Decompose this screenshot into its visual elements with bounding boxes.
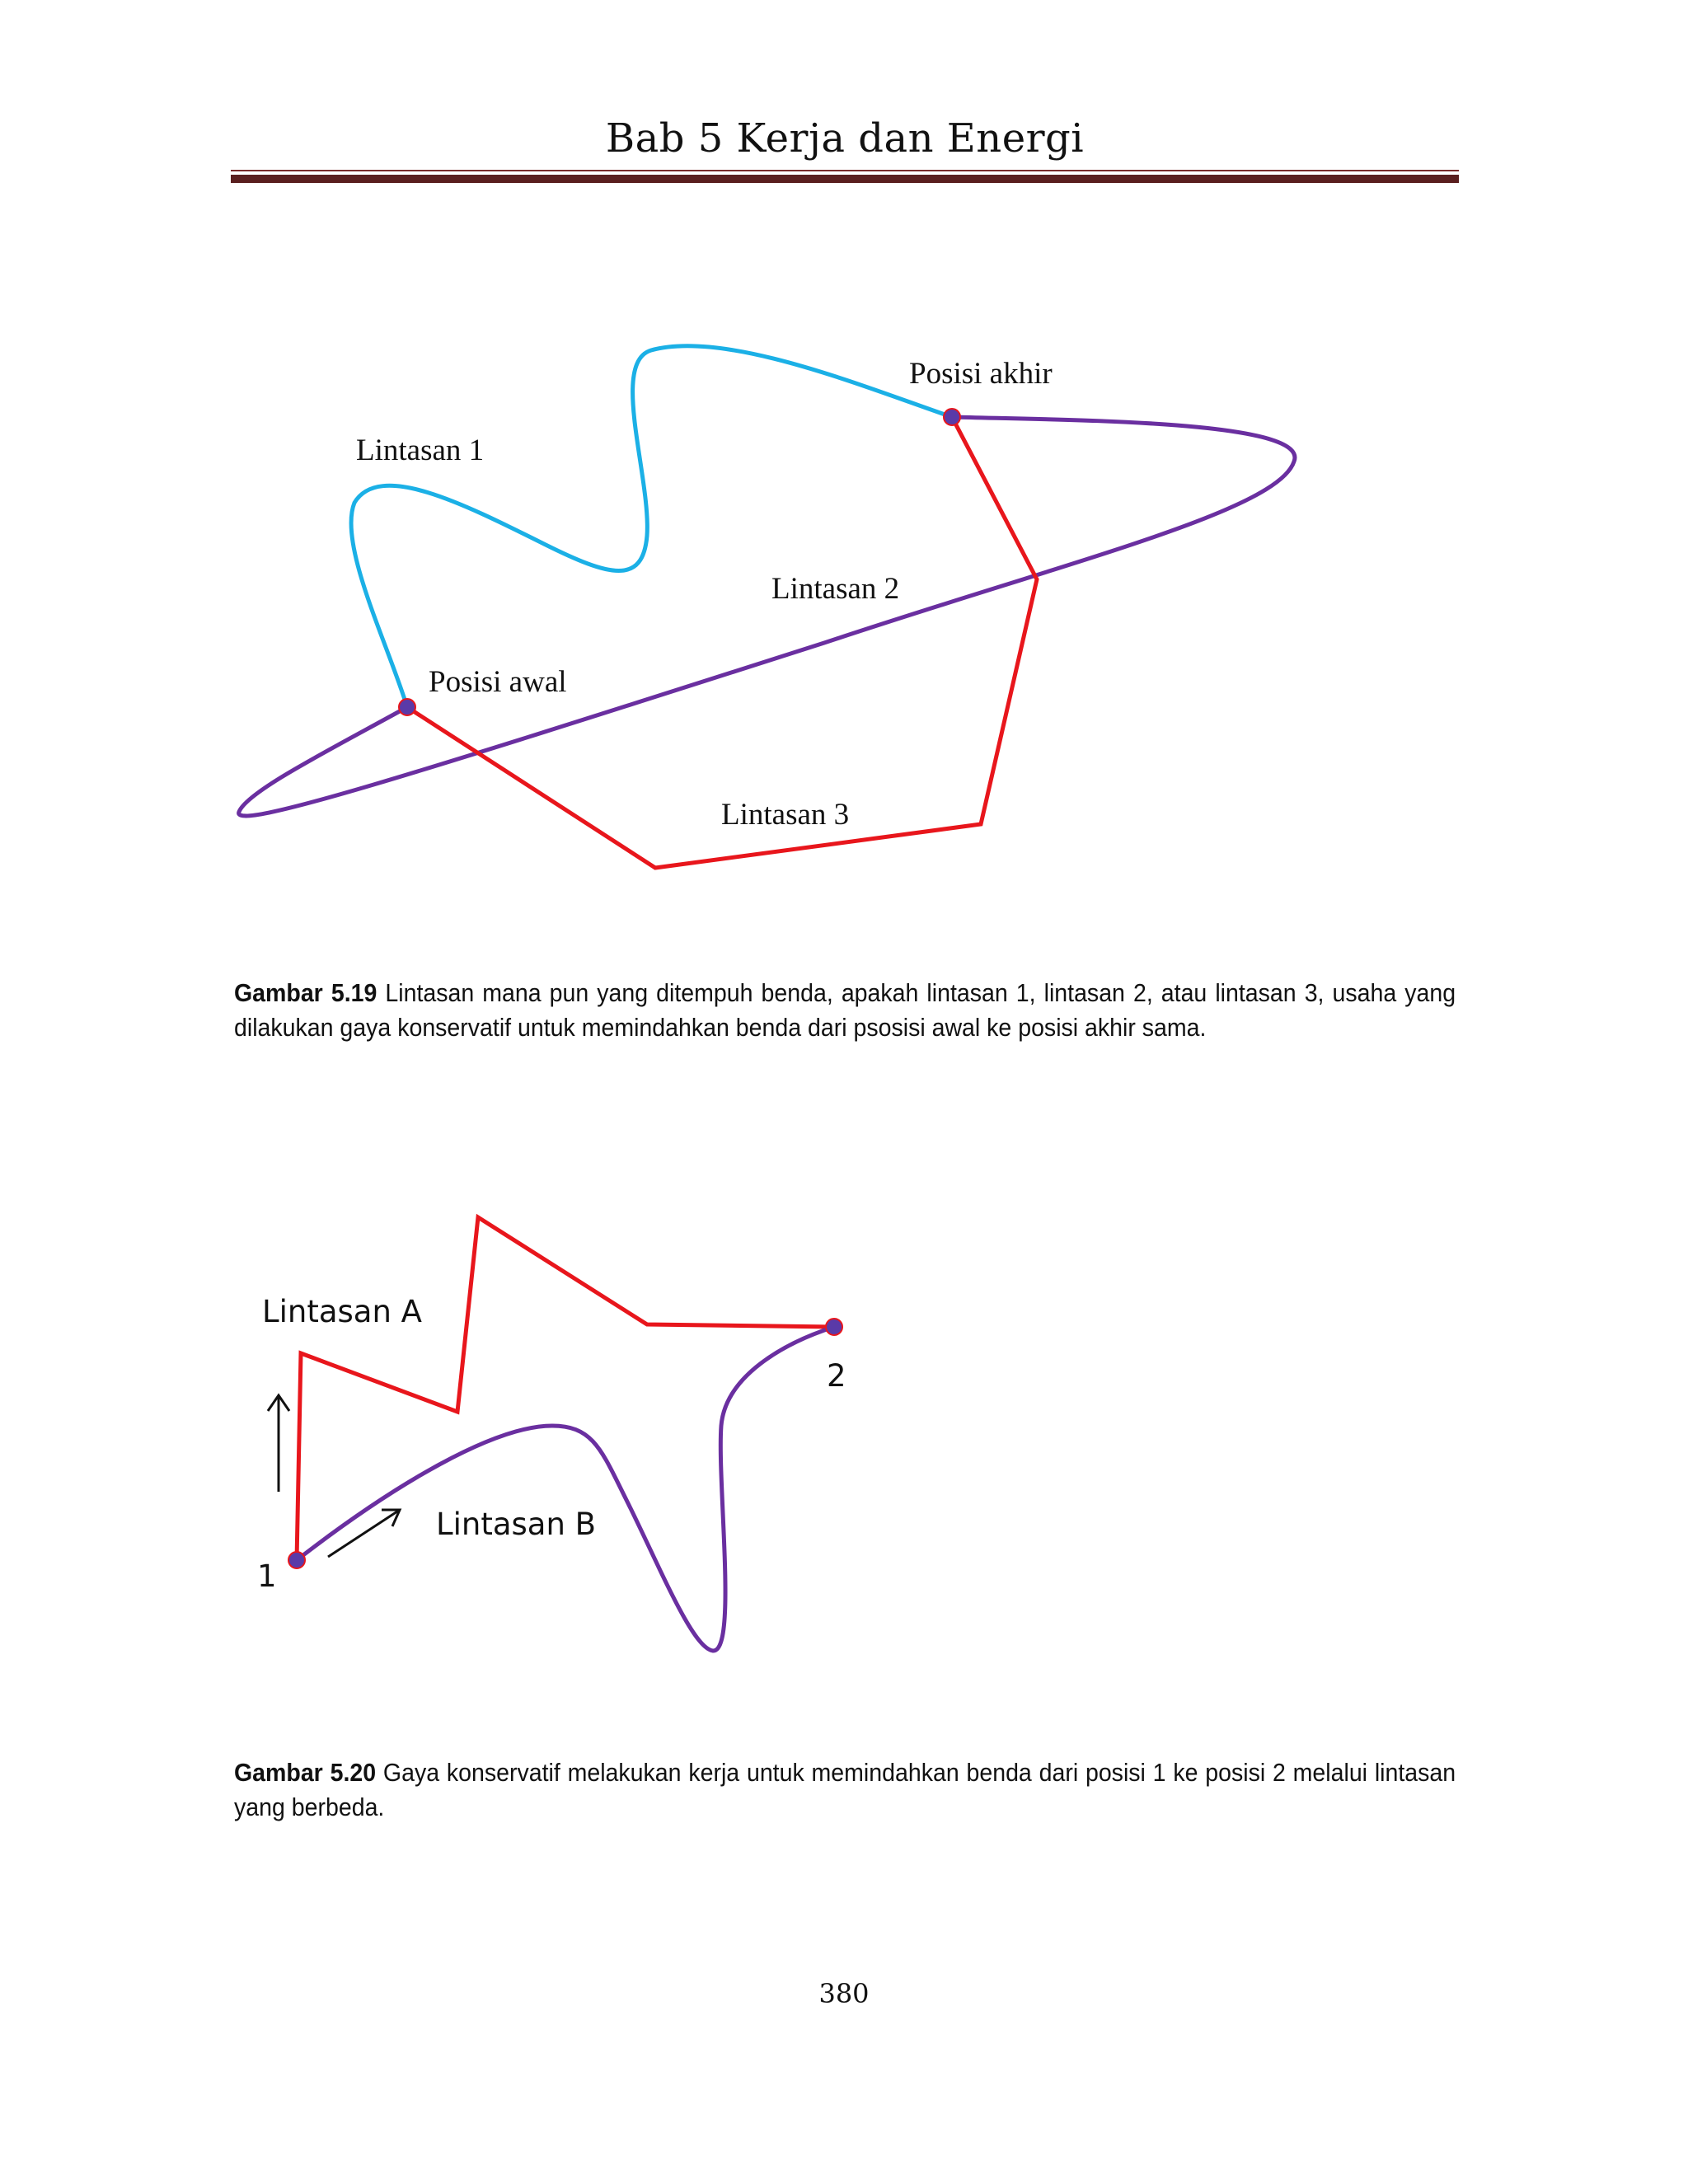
page-number: 380 [818,1978,870,2009]
caption-label: Gambar 5.19 [234,978,377,1007]
point-2 [826,1319,842,1335]
page-header-title: Bab 5 Kerja dan Energi [605,115,1085,162]
caption-figure-5-19 [234,976,1456,1045]
caption-text: Gaya konservatif melakukan kerja untuk memindahkan benda dari posisi 1 ke posisi 2 melalui lintasan yang berbeda. [234,1758,1456,1821]
label-path-a: Lintasan A [262,1294,422,1329]
up-arrow-icon [268,1395,289,1492]
caption-figure-5-20 [234,1755,1456,1825]
label-path-2: Lintasan 2 [771,572,900,606]
label-path-b: Lintasan B [436,1507,597,1542]
path-1-curve [351,346,952,707]
caption-text: Lintasan mana pun yang ditempuh benda, apakah lintasan 1, lintasan 2, atau lintasan 3, usaha yang dilakukan gaya konservatif untuk memindahkan benda dari psosisi awal ke posisi akhir sama. [234,978,1456,1042]
caption-label: Gambar 5.20 [234,1758,377,1787]
start-point [399,699,415,715]
figure-5-20 [257,1217,846,1651]
end-point [944,409,960,425]
path-b-curve [297,1327,834,1651]
label-path-1: Lintasan 1 [356,434,485,467]
point-1 [288,1552,305,1568]
diagonal-arrow-icon [328,1510,400,1557]
label-start-position: Posisi awal [429,665,567,699]
label-point-2: 2 [827,1358,846,1394]
label-path-3: Lintasan 3 [721,798,850,832]
label-point-1: 1 [257,1558,277,1594]
label-end-position: Posisi akhir [909,357,1053,391]
path-2-curve [239,417,1295,816]
figure-5-19 [239,346,1295,868]
